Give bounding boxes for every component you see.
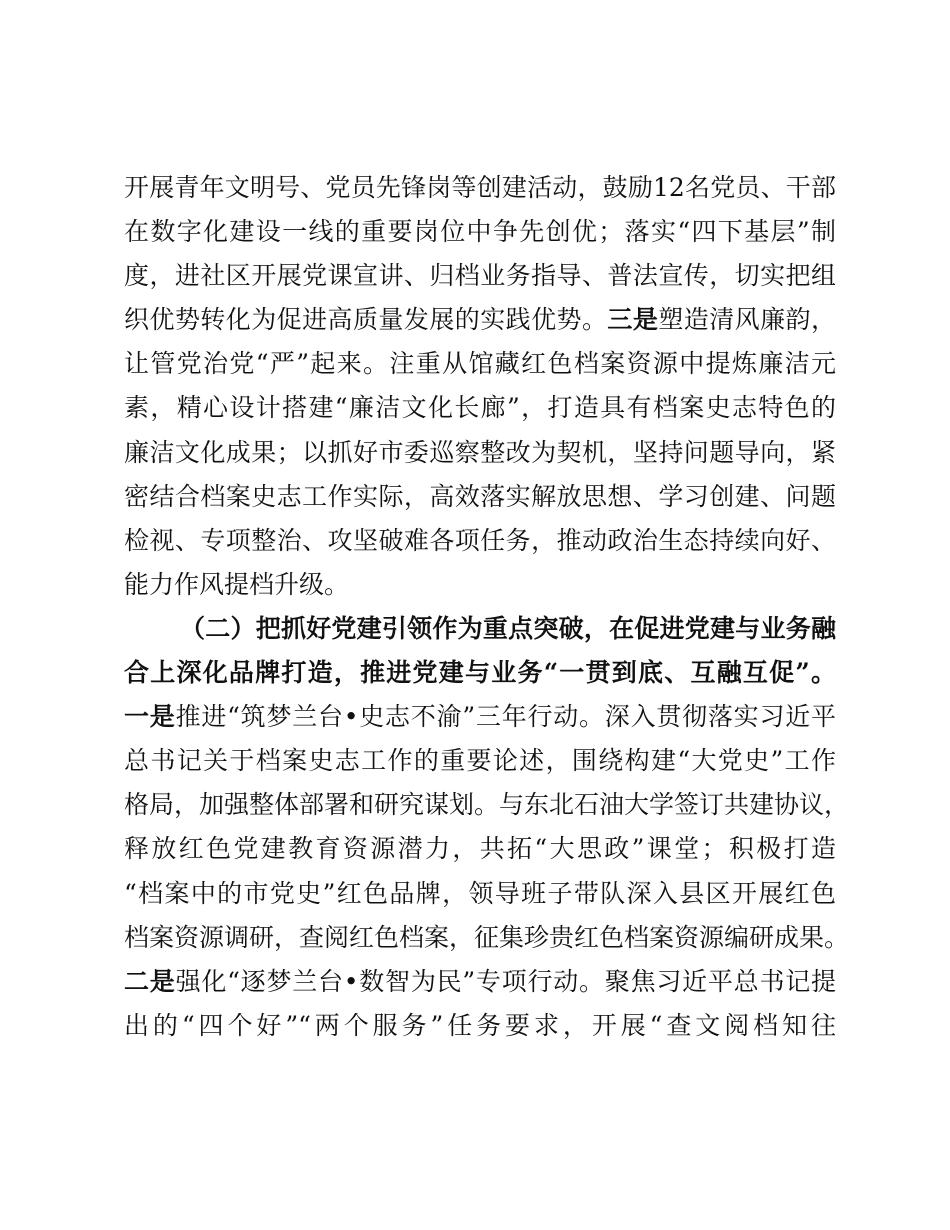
text-line	[124, 386, 836, 430]
bold-text-segment: 二是	[124, 966, 176, 996]
text-line	[124, 872, 836, 916]
text-line	[124, 739, 836, 783]
text-line	[124, 695, 836, 739]
text-line	[124, 431, 836, 475]
text-line	[124, 607, 836, 651]
bold-text-segment: 一是	[124, 702, 176, 732]
text-line	[124, 342, 836, 386]
text-segment: 总书记关于档案史志工作的重要论述，围绕构建“大党史”工作	[124, 746, 836, 776]
text-segment: 在数字化建设一线的重要岗位中争先创优；落实“四下基层”制	[124, 217, 836, 247]
bold-text-segment: 合上深化品牌打造，推进党建与业务“一贯到底、互融互促”。	[124, 658, 836, 688]
text-segment: 塑造清风廉韵，	[658, 305, 836, 335]
text-segment: 开展青年文明号、党员先锋岗等创建活动，鼓励12名党员、干部	[124, 173, 836, 202]
text-segment: 度，进社区开展党课宣讲、归档业务指导、普法宣传，切实把组	[124, 261, 836, 291]
text-line	[124, 1004, 836, 1048]
text-segment: 格局，加强整体部署和研究谋划。与东北石油大学签订共建协议，	[124, 790, 850, 820]
text-line	[124, 166, 836, 210]
text-segment: 出的“四个好”“两个服务”任务要求，开展“查文阅档知往	[124, 1010, 836, 1040]
text-segment: 织优势转化为促进高质量发展的实践优势。	[124, 305, 608, 335]
text-line	[124, 651, 836, 695]
text-line	[124, 254, 836, 298]
text-line	[124, 960, 836, 1004]
text-line	[124, 519, 836, 563]
text-segment: 素，精心设计搭建“廉洁文化长廊”，打造具有档案史志特色的	[124, 393, 836, 423]
bold-text-segment: 三是	[607, 305, 659, 335]
text-segment: 档案资源调研，查阅红色档案，征集珍贵红色档案资源编研成果。	[124, 922, 850, 952]
text-segment: 能力作风提档升级。	[124, 569, 350, 599]
text-line	[124, 916, 850, 960]
text-segment: 廉洁文化成果；以抓好市委巡察整改为契机，坚持问题导向，紧	[124, 437, 836, 467]
text-line	[124, 783, 850, 827]
text-line	[124, 827, 836, 871]
text-line	[124, 563, 836, 607]
text-segment: 检视、专项整治、攻坚破难各项任务，推动政治生态持续向好、	[124, 525, 836, 555]
text-segment: 强化“逐梦兰台•数智为民”专项行动。聚焦习近平总书记提	[175, 966, 836, 996]
text-segment: “档案中的市党史”红色品牌，领导班子带队深入县区开展红色	[124, 878, 836, 908]
text-line	[124, 298, 836, 342]
text-segment: 让管党治党“严”起来。注重从馆藏红色档案资源中提炼廉洁元	[124, 349, 836, 379]
document-body	[124, 166, 850, 1048]
text-line	[124, 210, 836, 254]
text-segment: 释放红色党建教育资源潜力，共拓“大思政”课堂；积极打造	[124, 834, 836, 864]
bold-text-segment: （二）把抓好党建引领作为重点突破，在促进党建与业务融	[180, 613, 836, 643]
text-segment: 密结合档案史志工作实际，高效落实解放思想、学习创建、问题	[124, 481, 836, 511]
text-line	[124, 475, 836, 519]
text-segment: 推进“筑梦兰台•史志不渝”三年行动。深入贯彻落实习近平	[175, 702, 836, 732]
